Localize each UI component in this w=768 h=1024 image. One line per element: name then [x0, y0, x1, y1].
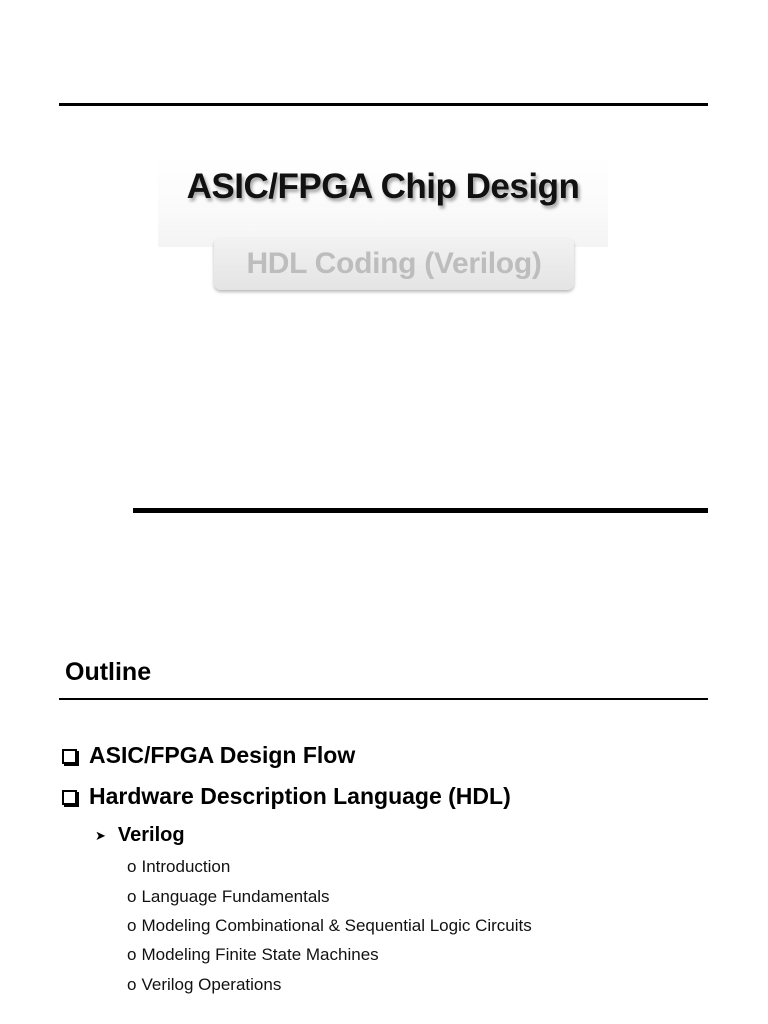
outline-item-design-flow: [62, 742, 355, 769]
circle-bullet: o: [127, 887, 137, 906]
subtitle-pill: [214, 238, 574, 290]
list-item-label: Modeling Finite State Machines: [141, 945, 379, 964]
outline-item-hdl: [62, 783, 511, 810]
list-item-label: Modeling Combinational & Sequential Logic Circuits: [141, 916, 532, 935]
list-item: [127, 945, 379, 965]
outline-subitem-verilog: [95, 824, 185, 847]
list-item: [127, 887, 330, 907]
circle-bullet: o: [127, 945, 137, 964]
list-item-label: Language Fundamentals: [141, 887, 330, 906]
list-item-label: Introduction: [141, 857, 231, 876]
section-divider: [133, 508, 708, 513]
outline-heading: Outline: [65, 658, 152, 686]
circle-bullet: o: [127, 857, 137, 876]
list-item-label: Verilog Operations: [141, 975, 282, 994]
outline-item-label: ASIC/FPGA Design Flow: [89, 742, 356, 768]
square-bullet-icon: [62, 749, 77, 764]
top-rule: [59, 103, 708, 106]
list-item: [127, 975, 281, 995]
outline-item-label: Hardware Description Language (HDL): [89, 783, 511, 809]
page-title: ASIC/FPGA Chip Design: [186, 167, 580, 206]
outline-subitem-label: Verilog: [117, 824, 185, 846]
outline-rule: [59, 698, 708, 700]
subtitle: HDL Coding (Verilog): [246, 247, 542, 280]
list-item: [127, 857, 230, 877]
list-item: [127, 916, 532, 936]
circle-bullet: o: [127, 975, 137, 994]
circle-bullet: o: [127, 916, 137, 935]
square-bullet-icon: [62, 790, 77, 805]
arrow-bullet-icon: ➤: [95, 827, 106, 843]
